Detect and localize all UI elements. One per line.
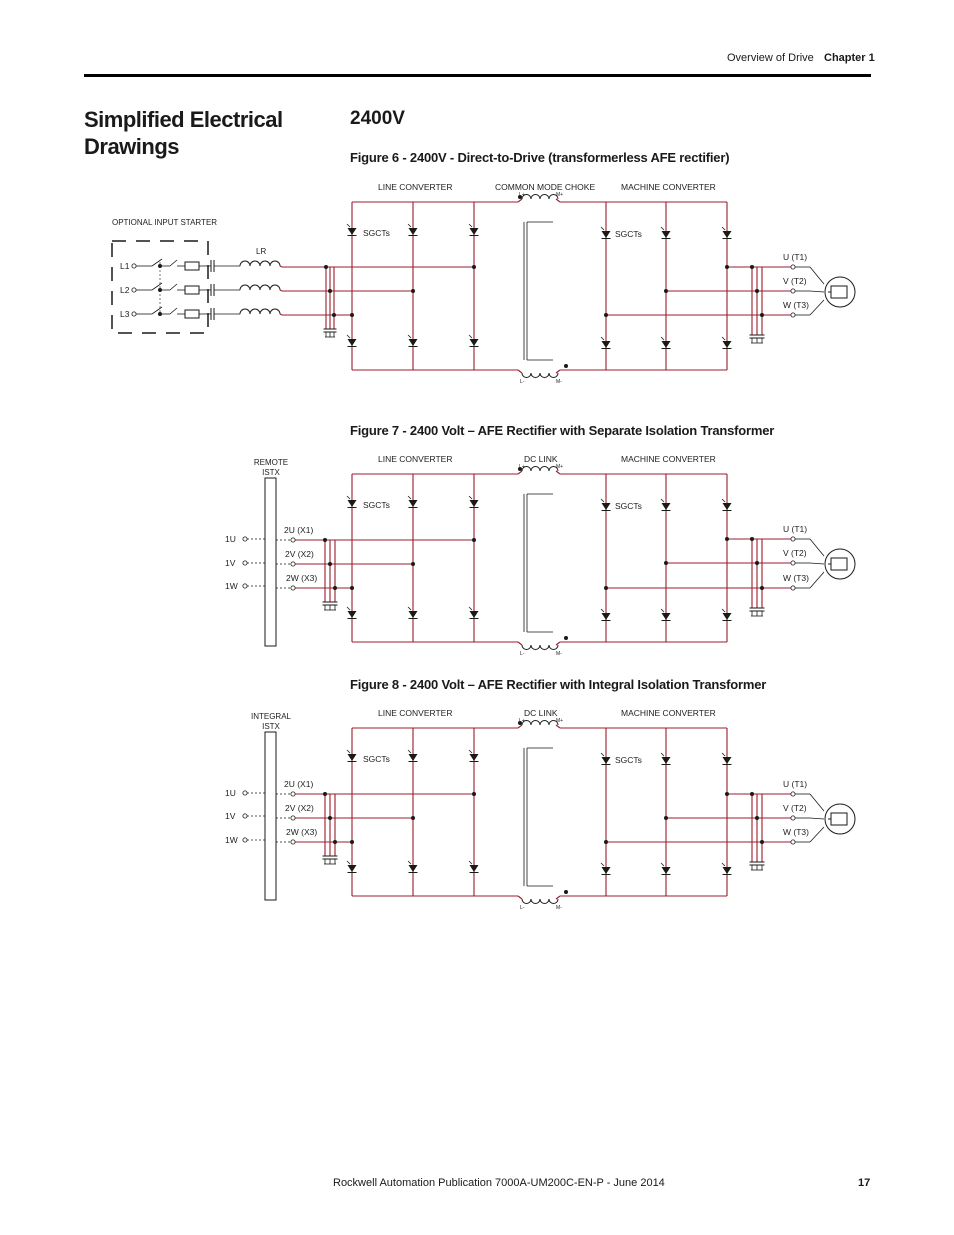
sgct-label-machine: SGCTs	[615, 755, 642, 765]
sgct-gate	[469, 861, 472, 864]
motor-lead	[810, 794, 824, 811]
output-label-u: U (T1)	[783, 252, 808, 262]
junction-dot	[725, 792, 729, 796]
terminal-label-lminus: L-	[520, 379, 525, 385]
secondary-terminal	[291, 792, 295, 796]
secondary-label-x3: 2W (X3)	[286, 573, 318, 583]
input-label-in2: L2	[120, 285, 130, 295]
output-label-v: V (T2)	[783, 276, 807, 286]
sgct-upper	[470, 754, 479, 761]
terminal-label-lplus: L+	[519, 192, 525, 198]
transformer-name-label: ISTX	[262, 468, 280, 477]
output-label-w: W (T3)	[783, 300, 809, 310]
sgct-upper	[602, 757, 611, 764]
terminal-label-lminus: L-	[520, 905, 525, 911]
terminal-label-mplus: M+	[556, 718, 564, 724]
sgct-gate	[408, 750, 411, 753]
sgct-gate	[601, 753, 604, 756]
primary-terminal	[243, 791, 247, 795]
machine-converter-label: MACHINE CONVERTER	[621, 708, 716, 718]
junction-dot	[472, 792, 476, 796]
sgct-gate	[722, 753, 725, 756]
sgct-lower	[409, 865, 418, 872]
output-terminal	[791, 840, 795, 844]
terminal-label-lplus: L+	[519, 464, 525, 470]
choke-lead	[518, 896, 522, 899]
choke-lead	[556, 725, 560, 728]
sgct-gate	[722, 863, 725, 866]
sgct-lower	[470, 865, 479, 872]
subsection-title: 2400V	[350, 108, 405, 129]
junction-dot	[664, 816, 668, 820]
primary-label-in2: 1V	[225, 558, 236, 568]
output-label-w: W (T3)	[783, 827, 809, 837]
secondary-terminal	[291, 816, 295, 820]
secondary-label-x3: 2W (X3)	[286, 827, 318, 837]
junction-dot	[328, 816, 332, 820]
figure-8-caption: Figure 8 - 2400 Volt – AFE Rectifier with Integral Isolation Transformer	[350, 677, 767, 692]
secondary-label-x1: 2U (X1)	[284, 525, 314, 535]
link-choke-bottom	[522, 899, 558, 904]
input-label-in1: L1	[120, 261, 130, 271]
sgct-gate	[601, 863, 604, 866]
junction-dot	[604, 840, 608, 844]
sgct-lower	[723, 867, 732, 874]
line-converter-label: LINE CONVERTER	[378, 708, 453, 718]
line-converter-label: LINE CONVERTER	[378, 182, 453, 192]
sgct-upper	[348, 754, 357, 761]
sgct-label-machine: SGCTs	[615, 501, 642, 511]
output-label-u: U (T1)	[783, 524, 808, 534]
motor-body	[831, 813, 847, 825]
sgct-gate	[661, 753, 664, 756]
section-title: Simplified Electrical Drawings	[84, 107, 283, 159]
machine-converter-label: MACHINE CONVERTER	[621, 454, 716, 464]
output-terminal	[791, 816, 795, 820]
sgct-label-line: SGCTs	[363, 228, 390, 238]
junction-dot	[750, 792, 754, 796]
polarity-dot	[564, 890, 568, 894]
choke-lead	[518, 725, 522, 728]
terminal-label-mplus: M+	[556, 192, 564, 198]
primary-terminal	[243, 838, 247, 842]
sgct-upper	[409, 754, 418, 761]
secondary-label-x2: 2V (X2)	[285, 549, 314, 559]
output-label-u: U (T1)	[783, 779, 808, 789]
dc-link-label: DC LINK	[524, 708, 558, 718]
sgct-label-line: SGCTs	[363, 754, 390, 764]
sgct-upper	[662, 757, 671, 764]
choke-lead	[556, 896, 560, 899]
running-header-chapter: Chapter 1	[824, 52, 875, 64]
line-converter-label: LINE CONVERTER	[378, 454, 453, 464]
figure-6-caption: Figure 6 - 2400V - Direct-to-Drive (transformerless AFE rectifier)	[350, 150, 730, 165]
terminal-label-mminus: M-	[556, 379, 562, 385]
input-label-in3: L3	[120, 309, 130, 319]
figure-7-caption: Figure 7 - 2400 Volt – AFE Rectifier with Separate Isolation Transformer	[350, 423, 775, 438]
junction-dot	[760, 840, 764, 844]
sgct-gate	[347, 861, 350, 864]
junction-dot	[333, 840, 337, 844]
junction-dot	[755, 816, 759, 820]
primary-label-in1: 1U	[225, 788, 236, 798]
sgct-gate	[469, 750, 472, 753]
motor-lead	[810, 818, 824, 819]
terminal-label-lplus: L+	[519, 718, 525, 724]
page-number: 17	[858, 1177, 871, 1189]
output-label-w: W (T3)	[783, 573, 809, 583]
terminal-label-lminus: L-	[520, 651, 525, 657]
optional-input-starter-label: OPTIONAL INPUT STARTER	[112, 218, 218, 227]
machine-converter-label: MACHINE CONVERTER	[621, 182, 716, 192]
output-label-v: V (T2)	[783, 803, 807, 813]
secondary-terminal	[291, 840, 295, 844]
sgct-label-line: SGCTs	[363, 500, 390, 510]
transformer-name-label: ISTX	[262, 722, 280, 731]
junction-dot	[323, 792, 327, 796]
terminal-label-mplus: M+	[556, 464, 564, 470]
sgct-gate	[661, 863, 664, 866]
sgct-lower	[602, 867, 611, 874]
primary-label-in2: 1V	[225, 811, 236, 821]
sgct-lower	[348, 865, 357, 872]
choke-core	[524, 748, 553, 886]
sgct-lower	[662, 867, 671, 874]
dc-link-label: DC LINK	[524, 454, 558, 464]
link-choke-top	[522, 721, 558, 726]
sgct-gate	[408, 861, 411, 864]
sgct-gate	[347, 750, 350, 753]
dc-link-label: COMMON MODE CHOKE	[495, 182, 596, 192]
footer-publication: Rockwell Automation Publication 7000A-UM200C-EN-P - June 2014	[333, 1177, 665, 1189]
primary-label-in3: 1W	[225, 835, 238, 845]
primary-label-in3: 1W	[225, 581, 238, 591]
primary-label-in1: 1U	[225, 534, 236, 544]
output-terminal	[791, 792, 795, 796]
terminal-label-mminus: M-	[556, 651, 562, 657]
isolation-transformer	[265, 732, 276, 900]
output-label-v: V (T2)	[783, 548, 807, 558]
transformer-type-label: REMOTE	[253, 458, 289, 467]
primary-terminal	[243, 814, 247, 818]
junction-dot	[411, 816, 415, 820]
junction-dot	[350, 840, 354, 844]
terminal-label-mminus: M-	[556, 905, 562, 911]
transformer-type-label: INTEGRAL	[250, 712, 292, 721]
secondary-label-x1: 2U (X1)	[284, 779, 314, 789]
running-header-section: Overview of Drive	[727, 52, 814, 64]
secondary-label-x2: 2V (X2)	[285, 803, 314, 813]
sgct-label-machine: SGCTs	[615, 229, 642, 239]
motor-lead	[810, 827, 824, 842]
sgct-upper	[723, 757, 732, 764]
line-reactor-label: LR	[256, 247, 267, 256]
